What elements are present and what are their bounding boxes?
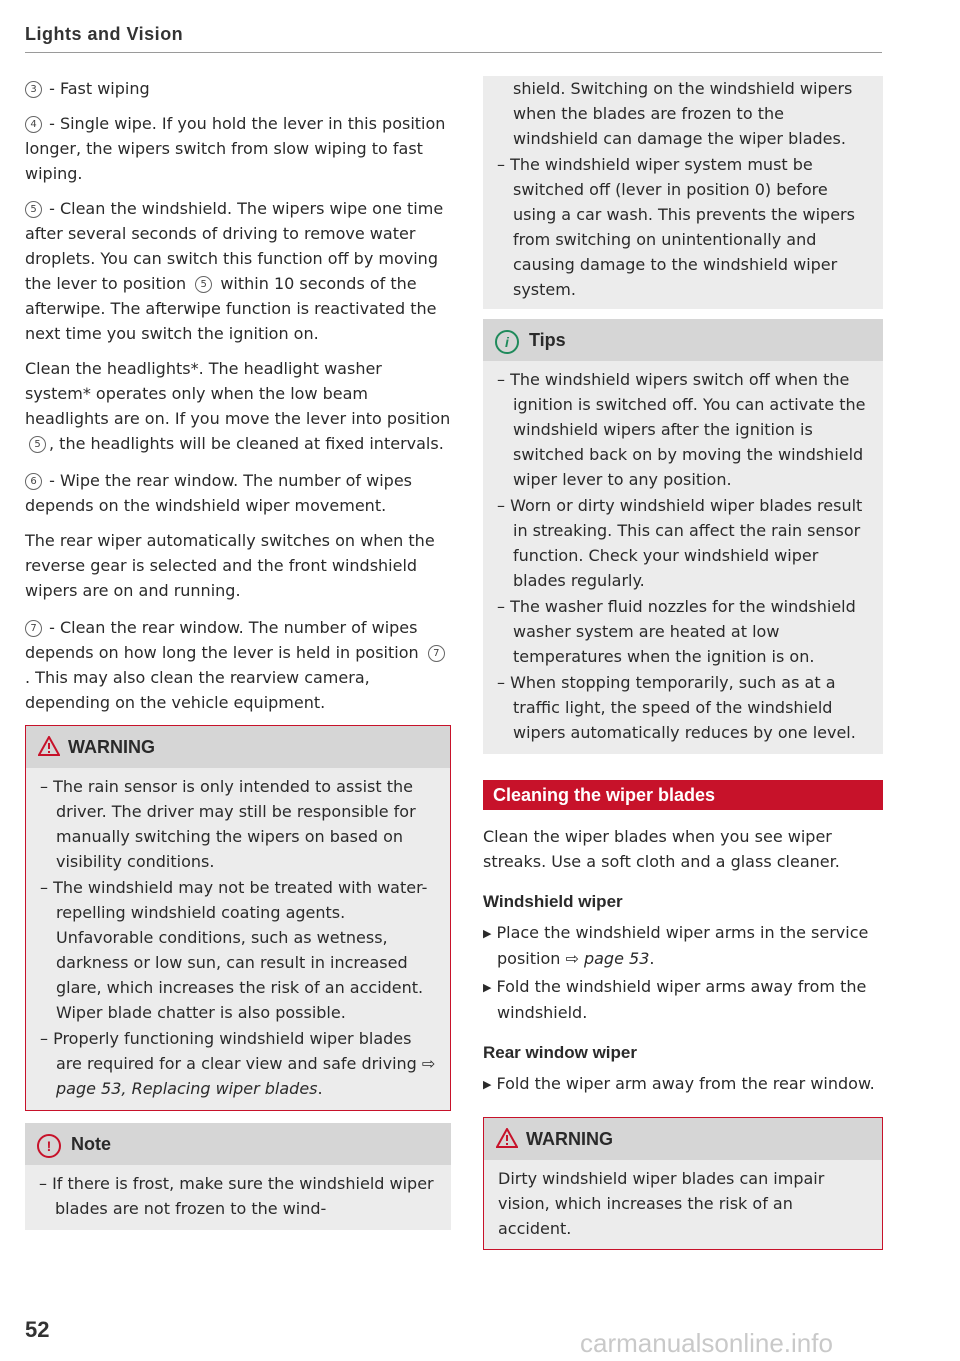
bullet-arrow-icon: ▶ (483, 927, 492, 940)
section-title: Cleaning the wiper blades (483, 780, 883, 810)
warning-title: WARNING (526, 1129, 613, 1149)
warning-box (483, 1117, 883, 1250)
step-text: Place the windshield wiper arms in the service position (496, 923, 869, 968)
position-5-icon: 5 (29, 436, 46, 453)
list-item (25, 615, 451, 715)
tips-item: – The washer fluid nozzles for the windshield washer system are heated at low temperatures when the ignition is on. (497, 597, 856, 666)
step-text: . (649, 949, 655, 968)
note-continuation (483, 76, 883, 309)
item-text: - Wipe the rear window. The number of wipes depends on the windshield wiper movement. (25, 471, 412, 515)
bullet-arrow-icon: ▶ (483, 1078, 492, 1091)
step-item (483, 1071, 883, 1097)
warning-text: . (317, 1079, 323, 1098)
tips-item: – The windshield wipers switch off when the ignition is switched off. You can activate the windshield wipers after the ignition is switched back on by moving the windshield wiper lever to any position. (497, 370, 866, 489)
position-7-icon: 7 (25, 620, 42, 637)
list-item (25, 468, 451, 518)
windshield-heading: Windshield wiper (483, 892, 623, 911)
item-text: . This may also clean the rearview camera, depending on the vehicle equipment. (25, 668, 370, 712)
tips-box (483, 319, 883, 754)
note-title: Note (71, 1134, 111, 1154)
paragraph-text: Clean the headlights*. The headlight washer system* operates only when the low beam headlights are on. If you move the lever into position (25, 359, 451, 428)
tips-body (483, 361, 883, 754)
warning-text: Dirty windshield wiper blades can impair vision, which increases the risk of an accident. (498, 1169, 825, 1238)
warning-item (40, 1026, 436, 1101)
info-icon: i (495, 330, 519, 354)
warning-body (484, 1160, 882, 1249)
note-item: – The windshield wiper system must be switched off (lever in position 0) before using a car wash. This prevents the wipers from switching on unintentionally and causing damage to the windshield wiper system. (497, 155, 855, 299)
step-item (483, 974, 883, 1025)
warning-header (26, 726, 450, 768)
tips-item: – When stopping temporarily, such as at a traffic light, the speed of the windshield wipers automatically reduces by one level. (497, 673, 856, 742)
item-text: - Single wipe. If you hold the lever in this position longer, the wipers switch from slow wiping to fast wiping. (25, 114, 446, 183)
step-text: Fold the windshield wiper arms away from the windshield. (496, 977, 867, 1022)
left-column (25, 76, 451, 1230)
warning-item: – The rain sensor is only intended to assist the driver. The driver may still be responsible for manually switching the wipers on based on visibility conditions. (40, 777, 416, 871)
note-box (25, 1123, 451, 1230)
rear-heading: Rear window wiper (483, 1043, 637, 1062)
tips-title: Tips (529, 330, 566, 350)
item-text: - Fast wiping (49, 79, 150, 98)
paragraph-text: , the headlights will be cleaned at fixed intervals. (49, 434, 444, 453)
position-4-icon: 4 (25, 116, 42, 133)
warning-body (26, 768, 450, 1110)
note-item: – If there is frost, make sure the windshield wiper blades are not frozen to the wind- (39, 1174, 434, 1218)
header-divider (25, 52, 882, 53)
position-5-icon: 5 (25, 201, 42, 218)
tips-header (483, 319, 883, 361)
item-text: - Clean the rear window. The number of wipes depends on how long the lever is held in position (25, 618, 419, 662)
warning-triangle-icon (38, 736, 60, 756)
warning-item: – The windshield may not be treated with water-repelling windshield coating agents. Unfavorable conditions, such as wetness, darkness or low sun, can result in increased glare, which increases the risk of an accident. Wiper blade chatter is also possible. (40, 878, 428, 1022)
item-text: within 10 seconds of the afterwipe. The afterwipe function is reactivated the next time you switch the ignition on. (25, 274, 437, 343)
watermark: carmanualsonline.info (580, 1328, 833, 1358)
headlights-paragraph (25, 356, 451, 456)
list-item (25, 76, 451, 101)
step-text: Fold the wiper arm away from the rear window. (496, 1074, 875, 1093)
note-item: shield. Switching on the windshield wipers when the blades are frozen to the windshield can damage the wiper blades. (513, 79, 853, 148)
rear-wiper-paragraph: The rear wiper automatically switches on when the reverse gear is selected and the front windshield wipers are on and running. (25, 531, 435, 600)
warning-title: WARNING (68, 737, 155, 757)
position-3-icon: 3 (25, 81, 42, 98)
exclamation-icon: ! (37, 1134, 61, 1158)
position-5-icon: 5 (195, 276, 212, 293)
note-body (25, 1165, 451, 1230)
page-header-title: Lights and Vision (25, 24, 184, 44)
page-reference-link[interactable]: ⇨ page 53 (565, 949, 650, 968)
warning-triangle-icon (496, 1128, 518, 1148)
right-column (483, 76, 883, 1250)
bullet-arrow-icon: ▶ (483, 981, 492, 994)
list-item (25, 111, 451, 186)
page-number: 52 (25, 1317, 50, 1342)
intro-paragraph: Clean the wiper blades when you see wiper streaks. Use a soft cloth and a glass cleaner. (483, 827, 840, 871)
warning-box (25, 725, 451, 1111)
position-6-icon: 6 (25, 473, 42, 490)
warning-header (484, 1118, 882, 1160)
warning-text: – Properly functioning windshield wiper blades are required for a clear view and safe driving (40, 1029, 422, 1073)
tips-item: – Worn or dirty windshield wiper blades result in streaking. This can affect the rain sensor function. Check your windshield wiper blades regularly. (497, 496, 863, 590)
list-item (25, 196, 451, 346)
note-header (25, 1123, 451, 1165)
position-7-icon: 7 (428, 645, 445, 662)
step-item (483, 920, 883, 971)
item-text: - Clean the windshield. The wipers wipe one time after several seconds of driving to remove water droplets. You can switch this function off by moving the lever to position (25, 199, 444, 293)
page-reference-link[interactable]: ⇨ page 53, Replacing wiper blades (56, 1054, 436, 1098)
